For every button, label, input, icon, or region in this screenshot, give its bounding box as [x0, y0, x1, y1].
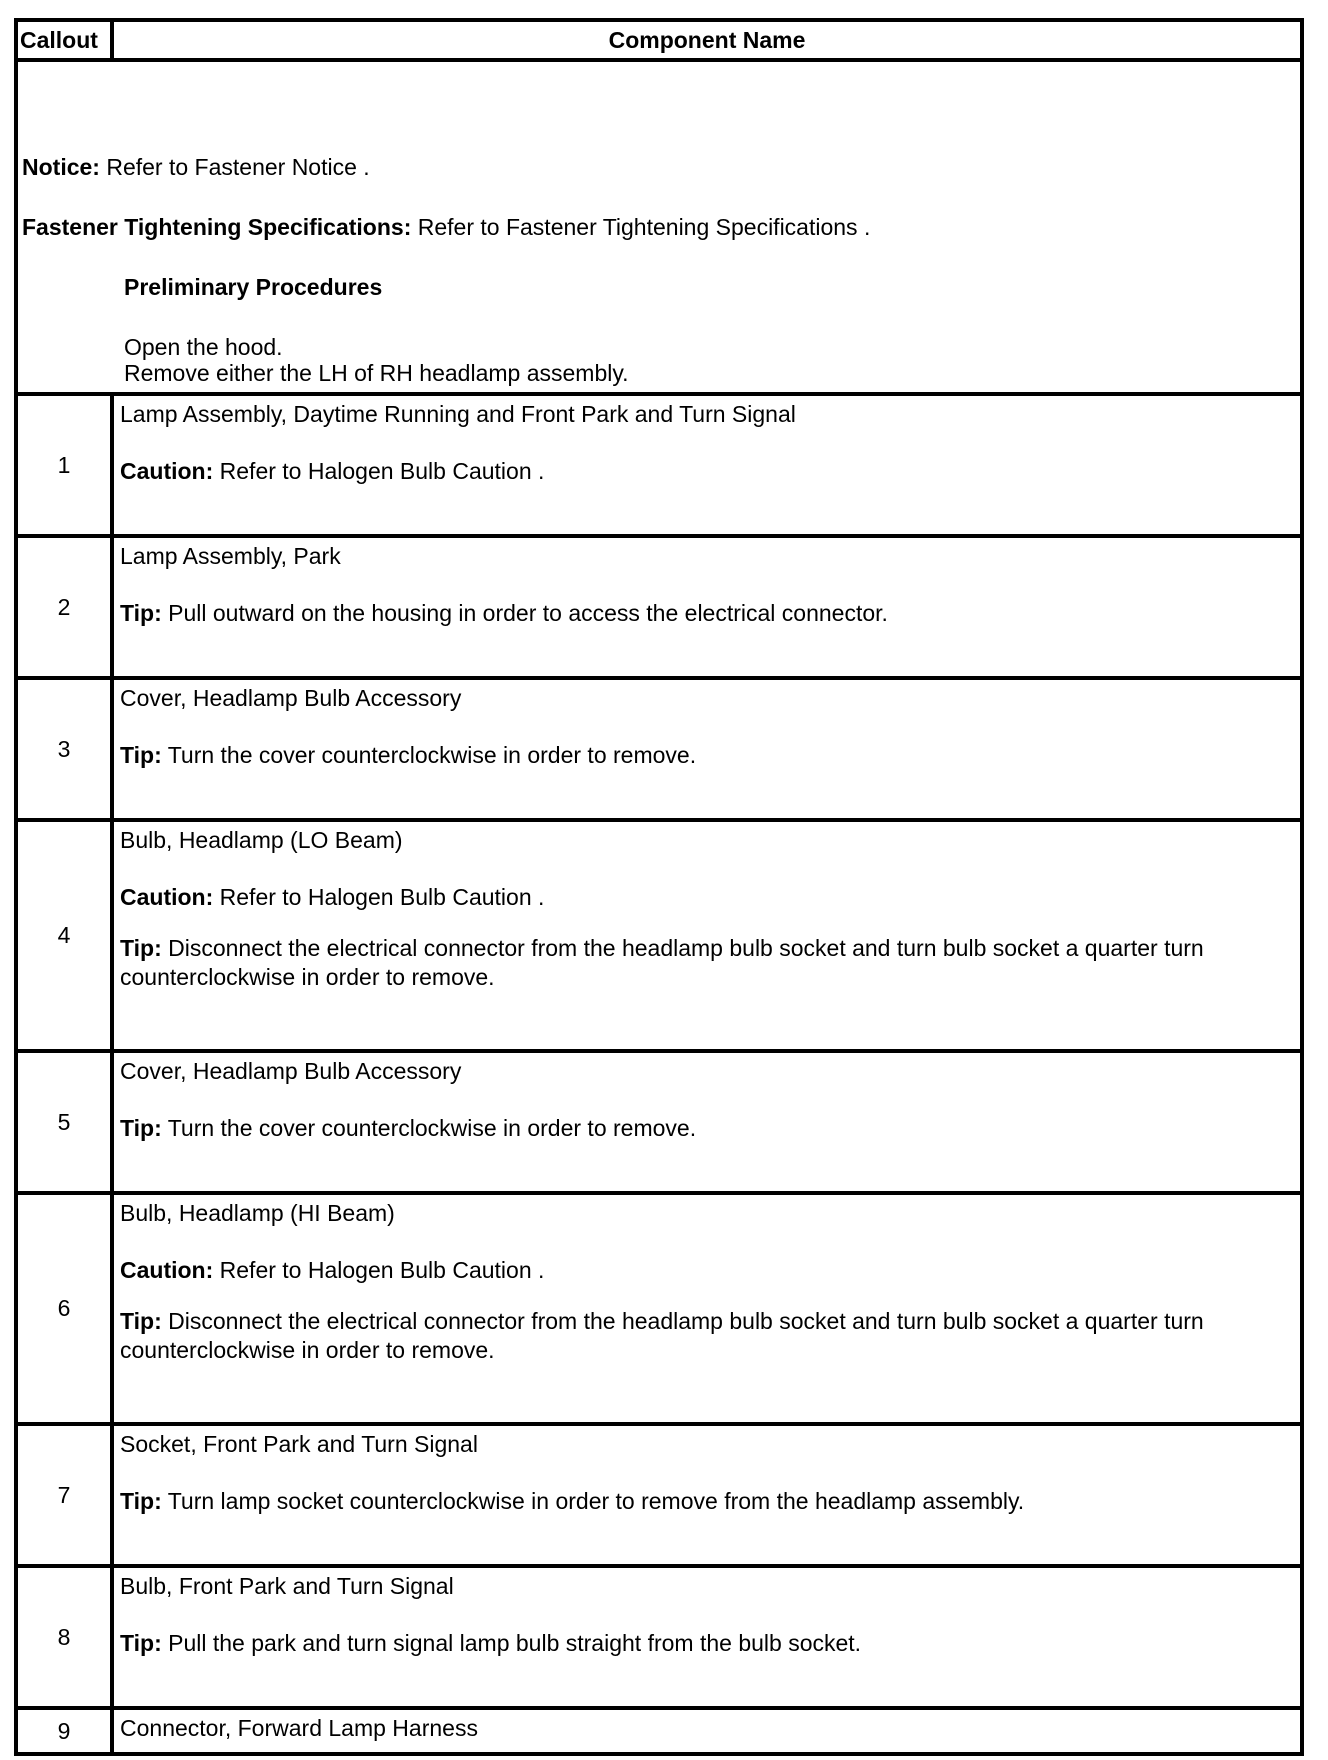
callout-number: 2	[18, 538, 114, 676]
table-row	[18, 1426, 1300, 1568]
component-name: Connector, Forward Lamp Harness	[120, 1715, 478, 1741]
callout-number: 7	[18, 1426, 114, 1564]
tip-line	[120, 599, 1300, 628]
component-name: Lamp Assembly, Park	[120, 543, 341, 569]
callout-number: 4	[18, 822, 114, 1049]
component-cell	[114, 1195, 1300, 1422]
prelim-step-2: Remove either the LH of RH headlamp assembly.	[124, 360, 629, 386]
tip-label: Tip:	[120, 1115, 162, 1141]
fastener-line	[22, 214, 870, 241]
component-cell	[114, 1568, 1300, 1706]
tip-label: Tip:	[120, 1630, 162, 1656]
component-cell	[114, 1710, 1300, 1752]
table-header	[18, 22, 1300, 62]
callout-number: 1	[18, 396, 114, 534]
caution-text: Refer to Halogen Bulb Caution .	[213, 1257, 545, 1283]
caution-label: Caution:	[120, 458, 214, 484]
callout-number: 6	[18, 1195, 114, 1422]
table-row	[18, 1710, 1300, 1752]
tip-line	[120, 1487, 1300, 1516]
notice-text: Refer to Fastener Notice .	[99, 154, 370, 180]
tip-line	[120, 1114, 1300, 1143]
component-cell	[114, 1426, 1300, 1564]
tip-label: Tip:	[120, 1488, 162, 1514]
tip-text: Disconnect the electrical connector from the headlamp bulb socket and turn bulb socket a quarter turn counterclockwise in order to remove.	[120, 1308, 1204, 1363]
table-row	[18, 1195, 1300, 1426]
tip-text: Turn lamp socket counterclockwise in order to remove from the headlamp assembly.	[161, 1488, 1025, 1514]
table-row	[18, 680, 1300, 822]
component-cell	[114, 822, 1300, 1049]
fastener-label: Fastener Tightening Specifications:	[22, 214, 412, 240]
tip-line	[120, 1629, 1300, 1658]
component-cell	[114, 680, 1300, 818]
intro-section	[18, 62, 1300, 396]
component-name: Socket, Front Park and Turn Signal	[120, 1431, 478, 1457]
prelim-step-1: Open the hood.	[124, 334, 283, 360]
component-name: Cover, Headlamp Bulb Accessory	[120, 685, 462, 711]
tip-line	[120, 741, 1300, 770]
component-cell	[114, 538, 1300, 676]
callout-number: 5	[18, 1053, 114, 1191]
component-name: Bulb, Headlamp (LO Beam)	[120, 827, 403, 853]
tip-line	[120, 934, 1300, 992]
component-table	[14, 18, 1304, 1756]
callout-number: 8	[18, 1568, 114, 1706]
tip-text: Disconnect the electrical connector from the headlamp bulb socket and turn bulb socket a quarter turn counterclockwise in order to remove.	[120, 935, 1204, 990]
component-cell	[114, 1053, 1300, 1191]
header-callout: Callout	[18, 22, 114, 58]
table-row	[18, 1053, 1300, 1195]
callout-number: 3	[18, 680, 114, 818]
notice-line	[22, 154, 370, 181]
callout-number: 9	[18, 1710, 114, 1752]
tip-text: Pull outward on the housing in order to access the electrical connector.	[161, 600, 888, 626]
tip-text: Turn the cover counterclockwise in order to remove.	[161, 742, 697, 768]
table-row	[18, 1568, 1300, 1710]
component-name: Cover, Headlamp Bulb Accessory	[120, 1058, 462, 1084]
tip-label: Tip:	[120, 1308, 162, 1334]
tip-label: Tip:	[120, 935, 162, 961]
preliminary-title: Preliminary Procedures	[124, 274, 383, 300]
fastener-text: Refer to Fastener Tightening Specifications .	[411, 214, 871, 240]
caution-line	[120, 883, 1300, 912]
caution-line	[120, 457, 1300, 486]
component-name: Bulb, Headlamp (HI Beam)	[120, 1200, 395, 1226]
header-component-name: Component Name	[608, 26, 806, 53]
caution-label: Caution:	[120, 884, 214, 910]
tip-line	[120, 1307, 1300, 1365]
caution-text: Refer to Halogen Bulb Caution .	[213, 884, 545, 910]
table-row	[18, 538, 1300, 680]
table-row	[18, 822, 1300, 1053]
component-cell	[114, 396, 1300, 534]
notice-label: Notice:	[22, 154, 100, 180]
caution-line	[120, 1256, 1300, 1285]
tip-label: Tip:	[120, 742, 162, 768]
component-name: Lamp Assembly, Daytime Running and Front Park and Turn Signal	[120, 401, 796, 427]
tip-label: Tip:	[120, 600, 162, 626]
caution-text: Refer to Halogen Bulb Caution .	[213, 458, 545, 484]
tip-text: Pull the park and turn signal lamp bulb straight from the bulb socket.	[161, 1630, 862, 1656]
tip-text: Turn the cover counterclockwise in order to remove.	[161, 1115, 697, 1141]
component-name: Bulb, Front Park and Turn Signal	[120, 1573, 454, 1599]
table-row	[18, 396, 1300, 538]
caution-label: Caution:	[120, 1257, 214, 1283]
